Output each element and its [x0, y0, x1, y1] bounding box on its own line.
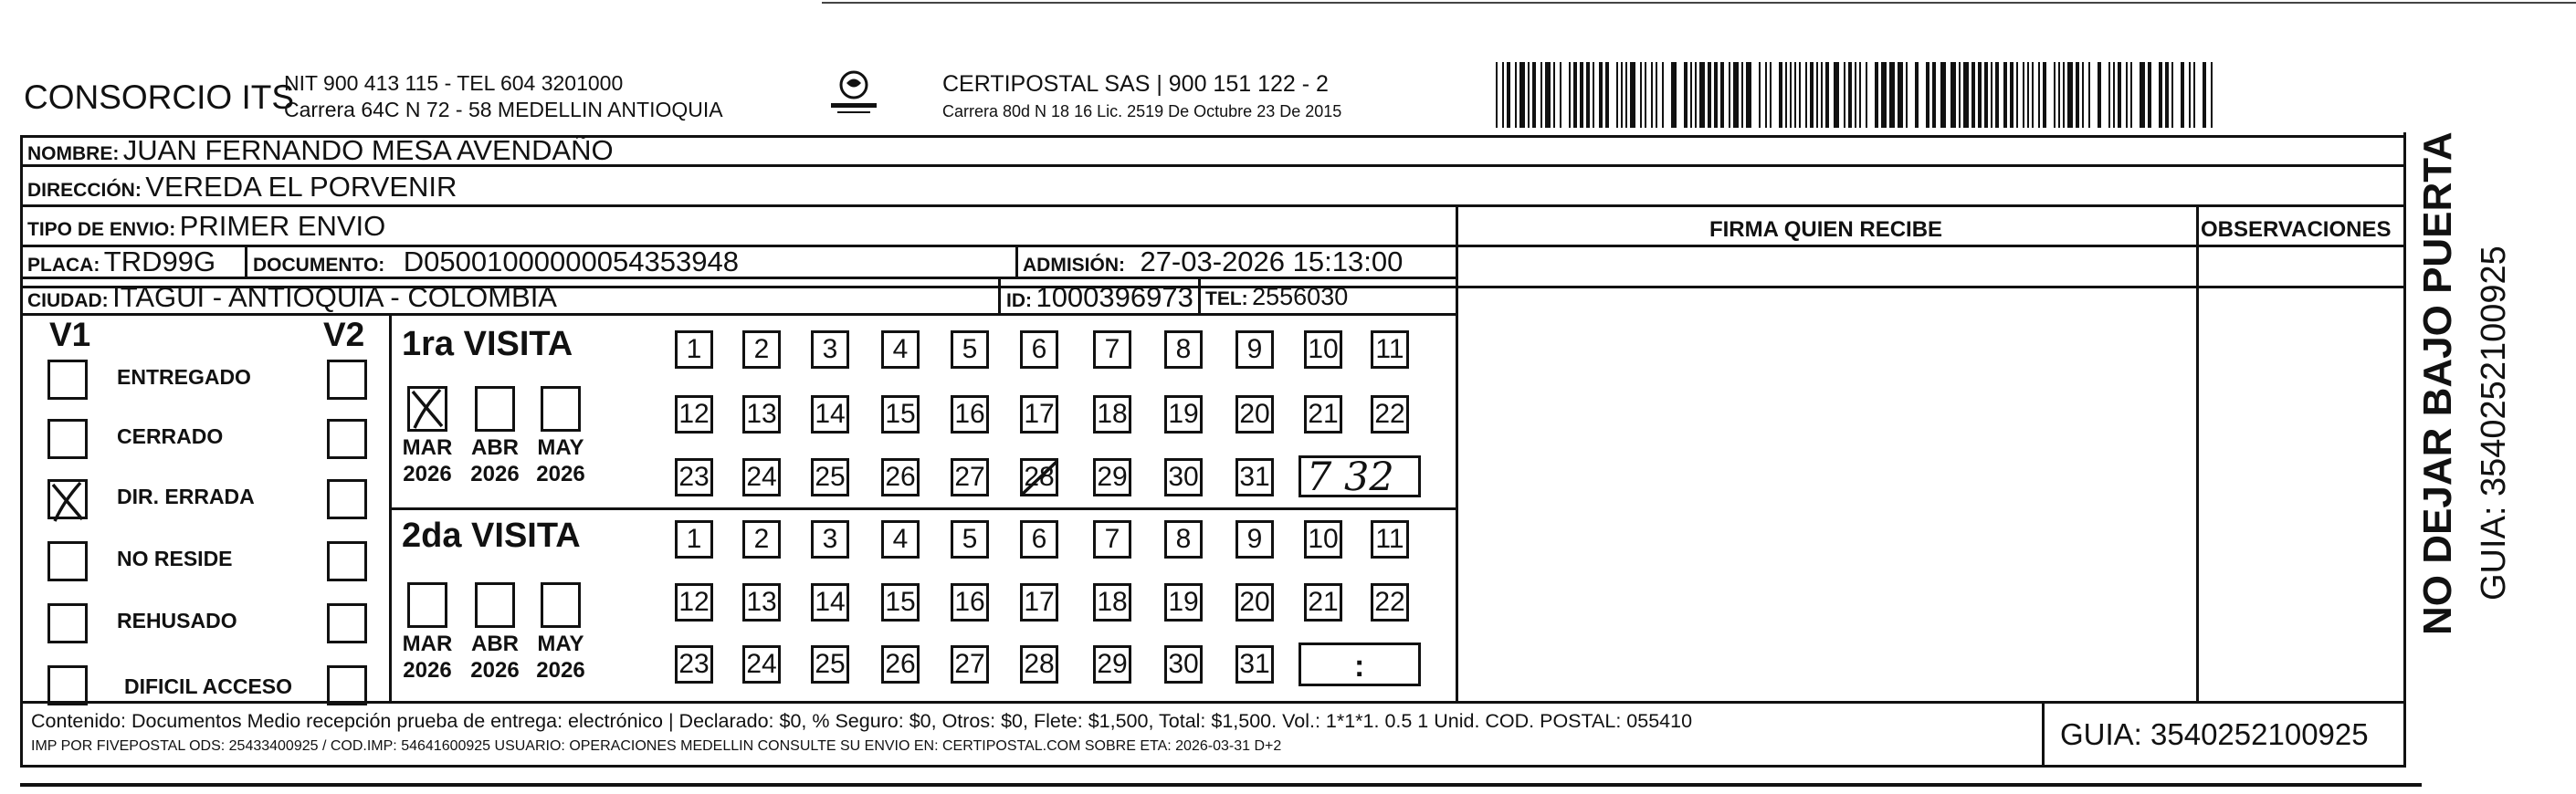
- company-name: CONSORCIO ITS: [24, 78, 295, 116]
- column-line: [2042, 701, 2045, 768]
- v1-checkbox-dir-errada[interactable]: [47, 479, 88, 519]
- first-visit-day-1[interactable]: 1: [675, 330, 713, 369]
- second-visit-day-28[interactable]: 28: [1020, 645, 1058, 684]
- v2-label: V2: [323, 316, 365, 353]
- v2-checkbox-dir-errada[interactable]: [327, 479, 367, 519]
- first-visit-day-18[interactable]: 18: [1093, 395, 1131, 434]
- certipostal-logo-icon: [826, 69, 881, 120]
- footer-guia: GUIA: 3540252100925: [2060, 717, 2369, 751]
- company-nit: NIT 900 413 115 - TEL 604 3201000: [284, 71, 624, 95]
- second-visit-day-24[interactable]: 24: [742, 645, 781, 684]
- ciudad-label: CIUDAD:: [27, 290, 109, 311]
- recipient-name: [27, 134, 614, 167]
- second-visit-day-23[interactable]: 23: [675, 645, 713, 684]
- first-visit-day-3[interactable]: 3: [811, 330, 849, 369]
- first-visit-month-label-mar: MAR 2026: [402, 435, 453, 486]
- second-visit-day-10[interactable]: 10: [1304, 520, 1342, 559]
- company-address: Carrera 64C N 72 - 58 MEDELLIN ANTIOQUIA: [284, 98, 723, 121]
- first-visit-day-8[interactable]: 8: [1164, 330, 1203, 369]
- firma-header: FIRMA QUIEN RECIBE: [1709, 217, 1943, 242]
- placa-label: PLACA:: [27, 255, 100, 276]
- column-line: [2403, 132, 2406, 768]
- second-visit-day-18[interactable]: 18: [1093, 583, 1131, 622]
- second-visit-month-checkbox-mar[interactable]: [407, 582, 447, 628]
- second-visit-day-29[interactable]: 29: [1093, 645, 1131, 684]
- tipo-label: TIPO DE ENVIO:: [27, 219, 176, 240]
- column-line: [1015, 245, 1018, 277]
- row-line: [20, 701, 2406, 704]
- column-line: [1198, 279, 1201, 313]
- status-label-dificil-acceso: DIFICIL ACCESO: [124, 674, 293, 698]
- side-warning: NO DEJAR BAJO PUERTA: [2415, 131, 2460, 635]
- first-visit-day-28[interactable]: 28: [1020, 458, 1058, 496]
- status-label-rehusado: REHUSADO: [117, 609, 237, 632]
- second-visit-day-6[interactable]: 6: [1020, 520, 1058, 559]
- first-visit-day-12[interactable]: 12: [675, 395, 713, 434]
- ciudad-value: ITAGUI - ANTIOQUIA - COLOMBIA: [112, 281, 557, 313]
- first-visit-day-17[interactable]: 17: [1020, 395, 1058, 434]
- column-line: [998, 279, 1001, 313]
- first-visit-day-15[interactable]: 15: [881, 395, 920, 434]
- admision-label: ADMISIÓN:: [1023, 255, 1125, 276]
- nombre-value: JUAN FERNANDO MESA AVENDAÑO: [122, 134, 614, 166]
- side-guia: GUIA: 3540252100925: [2475, 246, 2513, 601]
- second-visit-day-5[interactable]: 5: [951, 520, 989, 559]
- second-visit-day-8[interactable]: 8: [1164, 520, 1203, 559]
- first-visit-month-checkbox-may[interactable]: [541, 386, 581, 432]
- second-visit-month-label-abr: ABR 2026: [470, 632, 520, 683]
- first-visit-title: 1ra VISITA: [402, 325, 573, 363]
- carrier-address: Carrera 80d N 18 16 Lic. 2519 De Octubre 23 De 2015: [942, 102, 1342, 120]
- first-visit-day-31[interactable]: 31: [1235, 458, 1274, 496]
- plate-field: [27, 246, 216, 278]
- tel-value: 2556030: [1252, 283, 1349, 310]
- first-visit-day-30[interactable]: 30: [1164, 458, 1203, 496]
- status-label-no-reside: NO RESIDE: [117, 547, 233, 570]
- first-visit-day-2[interactable]: 2: [742, 330, 781, 369]
- second-visit-day-31[interactable]: 31: [1235, 645, 1274, 684]
- first-visit-day-21[interactable]: 21: [1304, 395, 1342, 434]
- carrier-name: CERTIPOSTAL SAS | 900 151 122 - 2: [942, 71, 1329, 97]
- barcode-icon: [1496, 62, 2223, 128]
- first-visit-day-9[interactable]: 9: [1235, 330, 1274, 369]
- row-line: [20, 204, 2406, 207]
- tel-field: [1205, 283, 1348, 311]
- second-visit-day-26[interactable]: 26: [881, 645, 920, 684]
- second-visit-month-checkbox-abr[interactable]: [475, 582, 515, 628]
- second-visit-day-13[interactable]: 13: [742, 583, 781, 622]
- scan-edge-line: [822, 2, 2576, 4]
- first-visit-day-check-mark: [1019, 457, 1061, 499]
- admission-field: [1023, 246, 1403, 278]
- first-visit-day-20[interactable]: 20: [1235, 395, 1274, 434]
- first-visit-day-7[interactable]: 7: [1093, 330, 1131, 369]
- v1-checkbox-rehusado[interactable]: [47, 603, 88, 643]
- status-label-dir-errada: DIR. ERRADA: [117, 485, 255, 508]
- print-info: IMP POR FIVEPOSTAL ODS: 25433400925 / COD.IMP: 54641600925 USUARIO: OPERACIONES MEDELLIN CONSULTE SU ENVIO EN: CERTIPOSTAL.COM SOBRE ETA: 2026-03-31 D+2: [31, 738, 1282, 754]
- v2-checkbox-rehusado[interactable]: [327, 603, 367, 643]
- second-visit-day-16[interactable]: 16: [951, 583, 989, 622]
- second-visit-day-14[interactable]: 14: [811, 583, 849, 622]
- v1-label: V1: [49, 316, 91, 353]
- second-visit-day-27[interactable]: 27: [951, 645, 989, 684]
- second-visit-day-11[interactable]: 11: [1371, 520, 1409, 559]
- second-visit-day-2[interactable]: 2: [742, 520, 781, 559]
- city-field: [27, 281, 557, 314]
- column-line: [245, 245, 247, 277]
- second-visit-month-label-may: MAY 2026: [536, 632, 585, 683]
- first-visit-day-13[interactable]: 13: [742, 395, 781, 434]
- second-visit-day-1[interactable]: 1: [675, 520, 713, 559]
- second-visit-month-label-mar: MAR 2026: [402, 632, 453, 683]
- v1-checkbox-no-reside[interactable]: [47, 541, 88, 581]
- admision-value: 27-03-2026 15:13:00: [1140, 246, 1404, 277]
- first-visit-day-27[interactable]: 27: [951, 458, 989, 496]
- content-description: Contenido: Documentos Medio recepción prueba de entrega: electrónico | Declarado: $0, % Seguro: $0, Otros: $0, Flete: $1,500, Total: $1,500. Vol.: 1*1*1. 0.5 1 Unid. COD. POSTAL: 055410: [31, 710, 1693, 732]
- tipo-value: PRIMER ENVIO: [179, 210, 386, 242]
- second-visit-day-4[interactable]: 4: [881, 520, 920, 559]
- first-visit-day-6[interactable]: 6: [1020, 330, 1058, 369]
- v2-checkbox-entregado[interactable]: [327, 360, 367, 400]
- status-label-entregado: ENTREGADO: [117, 365, 251, 389]
- second-visit-day-19[interactable]: 19: [1164, 583, 1203, 622]
- second-visit-month-checkbox-may[interactable]: [541, 582, 581, 628]
- second-visit-day-12[interactable]: 12: [675, 583, 713, 622]
- first-visit-time-box[interactable]: [1299, 454, 1421, 500]
- documento-value: D05001000000054353948: [403, 246, 739, 277]
- column-line: [2196, 204, 2199, 701]
- second-visit-time: :: [1354, 649, 1365, 684]
- second-visit-day-22[interactable]: 22: [1371, 583, 1409, 622]
- first-visit-day-19[interactable]: 19: [1164, 395, 1203, 434]
- second-visit-title: 2da VISITA: [402, 517, 581, 555]
- nombre-label: NOMBRE:: [27, 143, 120, 164]
- second-visit-day-9[interactable]: 9: [1235, 520, 1274, 559]
- first-visit-day-26[interactable]: 26: [881, 458, 920, 496]
- first-visit-month-checkbox-mar[interactable]: [407, 386, 447, 432]
- first-visit-month-label-may: MAY 2026: [536, 435, 585, 486]
- first-visit-day-4[interactable]: 4: [881, 330, 920, 369]
- first-visit-day-11[interactable]: 11: [1371, 330, 1409, 369]
- id-label: ID:: [1006, 290, 1032, 311]
- first-visit-month-label-abr: ABR 2026: [470, 435, 520, 486]
- second-visit-day-15[interactable]: 15: [881, 583, 920, 622]
- second-visit-day-30[interactable]: 30: [1164, 645, 1203, 684]
- second-visit-day-25[interactable]: 25: [811, 645, 849, 684]
- first-visit-day-5[interactable]: 5: [951, 330, 989, 369]
- observaciones-header: OBSERVACIONES: [2201, 217, 2392, 242]
- second-visit-day-3[interactable]: 3: [811, 520, 849, 559]
- v2-checkbox-dificil-acceso[interactable]: [327, 665, 367, 705]
- v1-checkbox-entregado[interactable]: [47, 360, 88, 400]
- v1-checkbox-cerrado[interactable]: [47, 419, 88, 459]
- first-visit-day-10[interactable]: 10: [1304, 330, 1342, 369]
- v2-checkbox-no-reside[interactable]: [327, 541, 367, 581]
- first-visit-day-22[interactable]: 22: [1371, 395, 1409, 434]
- direccion-label: DIRECCIÓN:: [27, 180, 142, 201]
- second-visit-day-20[interactable]: 20: [1235, 583, 1274, 622]
- v2-checkbox-cerrado[interactable]: [327, 419, 367, 459]
- second-visit-day-21[interactable]: 21: [1304, 583, 1342, 622]
- first-visit-day-14[interactable]: 14: [811, 395, 849, 434]
- column-line: [1456, 204, 1458, 701]
- first-visit-day-16[interactable]: 16: [951, 395, 989, 434]
- first-visit-day-24[interactable]: 24: [742, 458, 781, 496]
- form-bottom-shadow: [20, 783, 2422, 787]
- visit-divider-line: [389, 507, 1456, 510]
- id-value: 1000396973: [1036, 281, 1193, 313]
- recipient-address: [27, 171, 457, 204]
- placa-value: TRD99G: [103, 246, 216, 277]
- shipping-type: [27, 210, 385, 243]
- document-field: [253, 246, 739, 278]
- first-visit-day-29[interactable]: 29: [1093, 458, 1131, 496]
- first-visit-time: 7 32: [1307, 454, 1394, 500]
- first-visit-day-25[interactable]: 25: [811, 458, 849, 496]
- documento-label: DOCUMENTO:: [253, 255, 385, 276]
- direccion-value: VEREDA EL PORVENIR: [145, 171, 457, 203]
- second-visit-day-7[interactable]: 7: [1093, 520, 1131, 559]
- first-visit-month-checkbox-abr[interactable]: [475, 386, 515, 432]
- first-visit-day-23[interactable]: 23: [675, 458, 713, 496]
- status-label-cerrado: CERRADO: [117, 424, 224, 448]
- second-visit-day-17[interactable]: 17: [1020, 583, 1058, 622]
- tel-label: TEL:: [1205, 288, 1248, 309]
- id-field: [1006, 281, 1193, 314]
- second-visit-time-box[interactable]: [1299, 643, 1421, 686]
- v1-checkbox-dificil-acceso[interactable]: [47, 665, 88, 705]
